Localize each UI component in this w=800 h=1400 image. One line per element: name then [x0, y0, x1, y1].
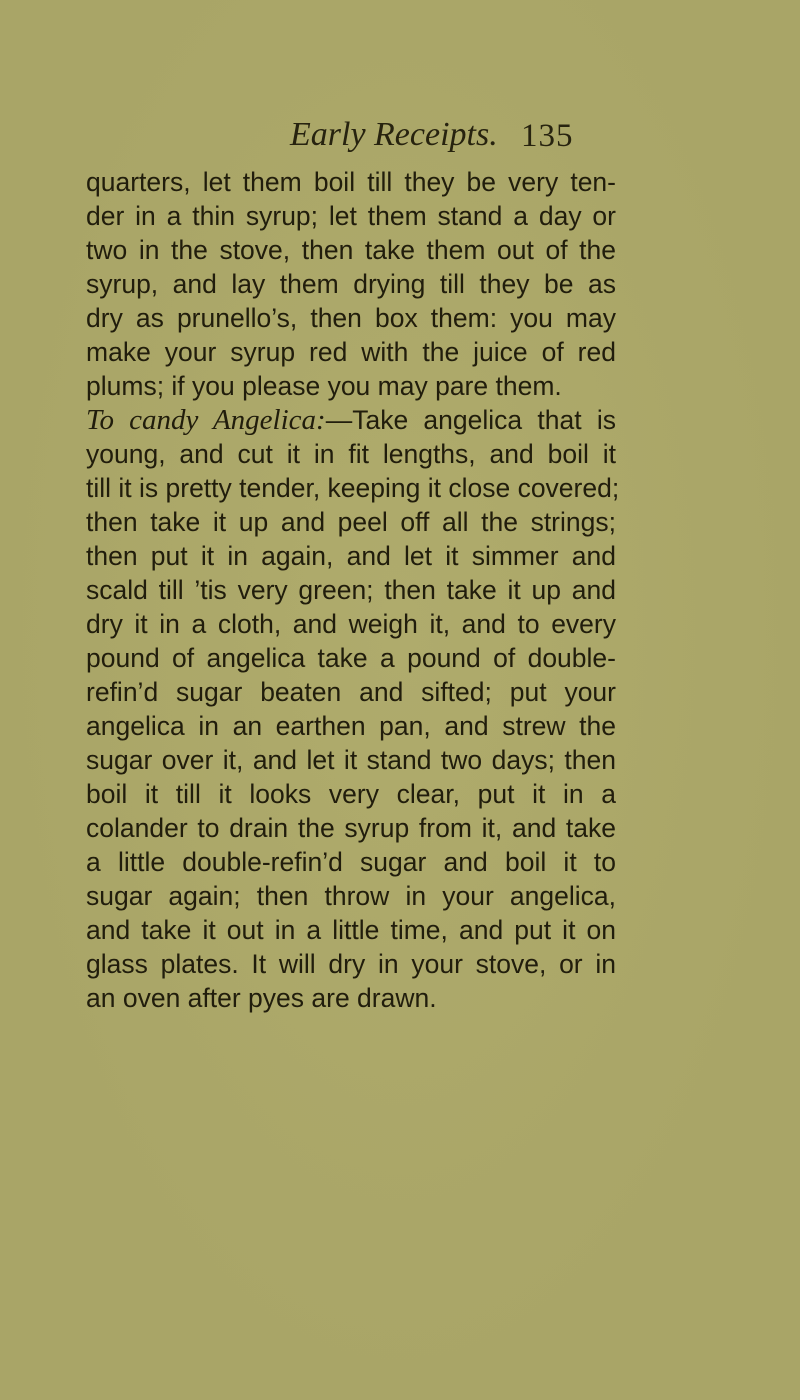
recipe-heading: To candy Angelica: — [86, 404, 326, 436]
body-text — [86, 165, 620, 1015]
text-line: make your syrup red with the juice of red — [86, 337, 616, 367]
text-line: dry it in a cloth, and weigh it, and to every — [86, 609, 616, 639]
text-line: pound of angelica take a pound of double- — [86, 643, 616, 673]
page-number: 135 — [521, 118, 574, 154]
text-line: till it is pretty tender, keeping it close covered; — [86, 473, 620, 503]
text-line: syrup, and lay them drying till they be as — [86, 269, 616, 299]
text-line: der in a thin syrup; let them stand a day or — [86, 201, 616, 231]
text-line: then take it up and peel off all the strings; — [86, 507, 616, 537]
text-line: —Take angelica that is — [325, 405, 616, 435]
page-header — [0, 112, 800, 162]
text-line: colander to drain the syrup from it, and take — [86, 813, 616, 843]
text-line: and take it out in a little time, and put it on — [86, 915, 616, 945]
text-line: then put it in again, and let it simmer and — [86, 541, 616, 571]
text-line: two in the stove, then take them out of the — [86, 235, 616, 265]
text-line: sugar again; then throw in your angelica, — [86, 881, 616, 911]
text-line: angelica in an earthen pan, and strew the — [86, 711, 616, 741]
running-title: Early Receipts. — [290, 116, 498, 153]
text-line: boil it till it looks very clear, put it in a — [86, 779, 616, 809]
text-line: glass plates. It will dry in your stove, or in — [86, 949, 616, 979]
text-line: young, and cut it in fit lengths, and boil it — [86, 439, 616, 469]
text-line: sugar over it, and let it stand two days; then — [86, 745, 616, 775]
text-line: quarters, let them boil till they be very ten- — [86, 167, 616, 197]
text-line: a little double-refin’d sugar and boil it to — [86, 847, 616, 877]
text-line: refin’d sugar beaten and sifted; put your — [86, 677, 616, 707]
text-line: plums; if you please you may pare them. — [86, 371, 562, 401]
recipe-heading-line — [86, 403, 616, 437]
text-line: scald till ’tis very green; then take it up and — [86, 575, 616, 605]
text-line: an oven after pyes are drawn. — [86, 983, 437, 1013]
text-line: dry as prunello’s, then box them: you may — [86, 303, 616, 333]
